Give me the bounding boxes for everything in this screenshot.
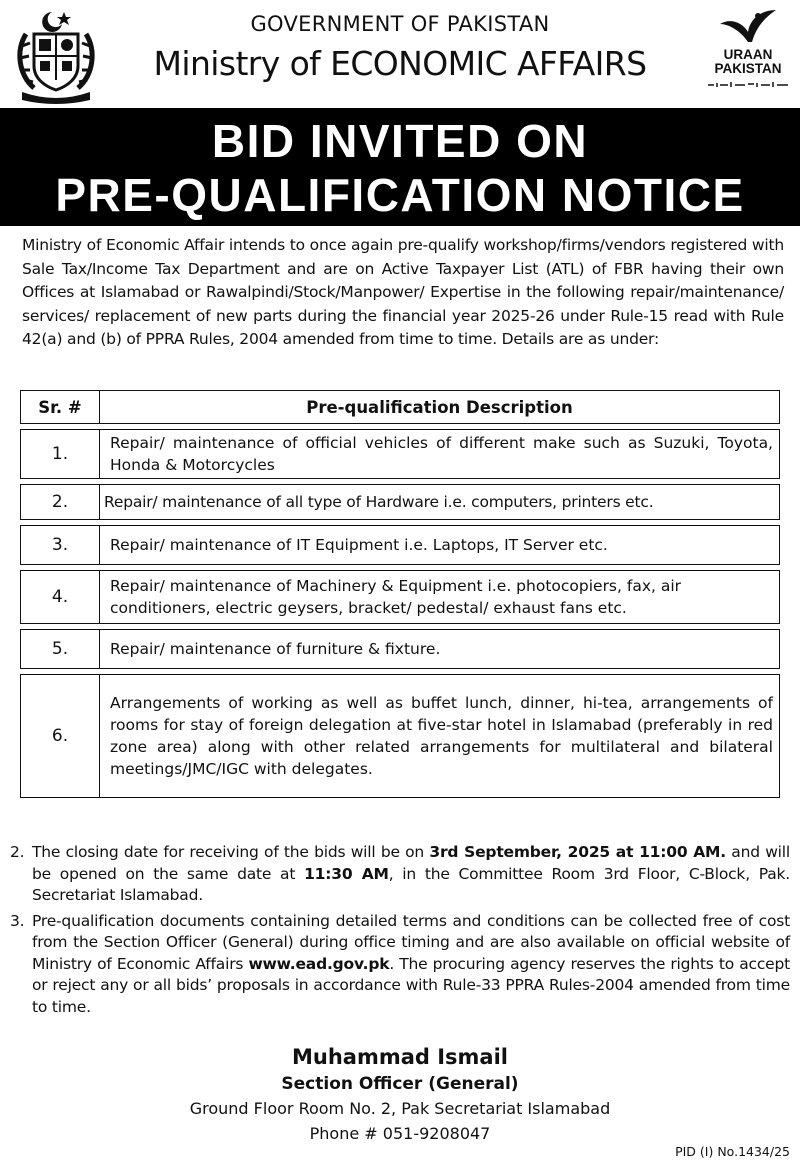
signature-block: [0, 1042, 800, 1146]
row-description: Repair/ maintenance of IT Equipment i.e. Laptops, IT Server etc.: [99, 525, 780, 565]
urdu-tagline-graphic: [706, 80, 790, 89]
table-row: [20, 525, 780, 565]
row-sr: 1.: [20, 429, 99, 479]
closing-date: 3rd September, 2025 at 11:00 AM.: [429, 843, 726, 861]
table-row: [20, 674, 780, 798]
website-link[interactable]: www.ead.gov.pk: [248, 954, 390, 973]
row-sr: 6.: [20, 674, 99, 798]
row-sr: 2.: [20, 484, 99, 520]
paragraph-number: 3.: [10, 911, 25, 930]
para3-text: Pre-qualification documents containing detailed terms and conditions can be collected free of cost from the Section Officer (General) during office timing and are also available on official website of Ministry of Economic Affairs: [32, 911, 790, 973]
paragraph-number: 2.: [10, 843, 25, 861]
state-emblem-icon: [12, 6, 100, 104]
uraan-pakistan-logo: [700, 8, 796, 100]
table-row: [20, 429, 780, 479]
row-description: Repair/ maintenance of furniture & fixture.: [99, 629, 780, 669]
government-title: GOVERNMENT OF PAKISTAN: [250, 12, 550, 36]
officer-phone: Phone # 051-9208047: [309, 1124, 491, 1143]
row-description: Repair/ maintenance of official vehicles of different make such as Suzuki, Toyota, Honda & Motorcycles: [99, 429, 780, 479]
table-row: [20, 629, 780, 669]
paragraph-3: [10, 911, 790, 1019]
uraan-logo-line1: URAAN: [723, 47, 773, 62]
officer-title: Section Officer (General): [281, 1074, 519, 1094]
officer-name: Muhammad Ismail: [291, 1045, 508, 1069]
header: [0, 0, 800, 108]
para3-text: . The procuring agency reserves the rights to accept or reject any or all bids’ proposals in accordance with Rule-33 PPRA Rules-2004 amended from time to time.: [32, 954, 791, 1016]
row-sr: 3.: [20, 525, 99, 565]
row-description: Repair/ maintenance of all type of Hardware i.e. computers, printers etc.: [99, 484, 780, 520]
paragraph-2: [10, 842, 790, 907]
notice-banner: [0, 108, 800, 226]
ministry-title: Ministry of ECONOMIC AFFAIRS: [153, 44, 647, 83]
row-sr: 5.: [20, 629, 99, 669]
pid-number: PID (I) No.1434/25: [675, 1144, 790, 1159]
banner-line1: BID INVITED ON: [211, 115, 589, 167]
para2-text: , in the Committee Room 3rd Floor, C-Block, Pak. Secretariat Islamabad.: [32, 864, 790, 904]
row-sr: 4.: [20, 570, 99, 624]
table-row: [20, 570, 780, 624]
officer-address: Ground Floor Room No. 2, Pak Secretariat Islamabad: [189, 1099, 611, 1118]
banner-line2: PRE-QUALIFICATION NOTICE: [55, 169, 745, 221]
para2-text: The closing date for receiving of the bids will be on: [32, 843, 430, 861]
intro-paragraph: Ministry of Economic Affair intends to once again pre-qualify workshop/firms/vendors registered with Sale Tax/Income Tax Department and are on Active Taxpayer List (ATL) of FBR having their own Offices at Islamabad or Rawalpindi/Stock/Manpower/ Expertise in the following repair/maintenance/ services/ replacement of new parts during the financial year 2025-26 under Rule-15 read with Rule 42(a) and (b) of PPRA Rules, 2004 amended from time to time. Details are as under:: [22, 236, 784, 348]
prequalification-table: [20, 385, 780, 803]
table-row: [20, 484, 780, 520]
row-description: Repair/ maintenance of Machinery & Equipment i.e. photocopiers, fax, air conditioners, electric geysers, bracket/ pedestal/ exhaust fans etc.: [99, 570, 780, 624]
table-header-row: [20, 390, 780, 424]
uraan-logo-line2: PAKISTAN: [714, 61, 782, 76]
notice-paragraphs: [10, 842, 790, 1022]
para2-text: and will be opened on the same date at: [32, 843, 790, 883]
header-sr: Sr. #: [20, 390, 99, 424]
bird-icon: [718, 8, 778, 48]
header-description: Pre-qualification Description: [99, 390, 780, 424]
opening-time: 11:30 AM: [304, 864, 389, 883]
row-description: Arrangements of working as well as buffet lunch, dinner, hi-tea, arrangements of rooms for stay of foreign delegation at five-star hotel in Islamabad (preferably in red zone area) along with other related arrangements for multilateral and bilateral meetings/JMC/IGC with delegates.: [99, 674, 780, 798]
